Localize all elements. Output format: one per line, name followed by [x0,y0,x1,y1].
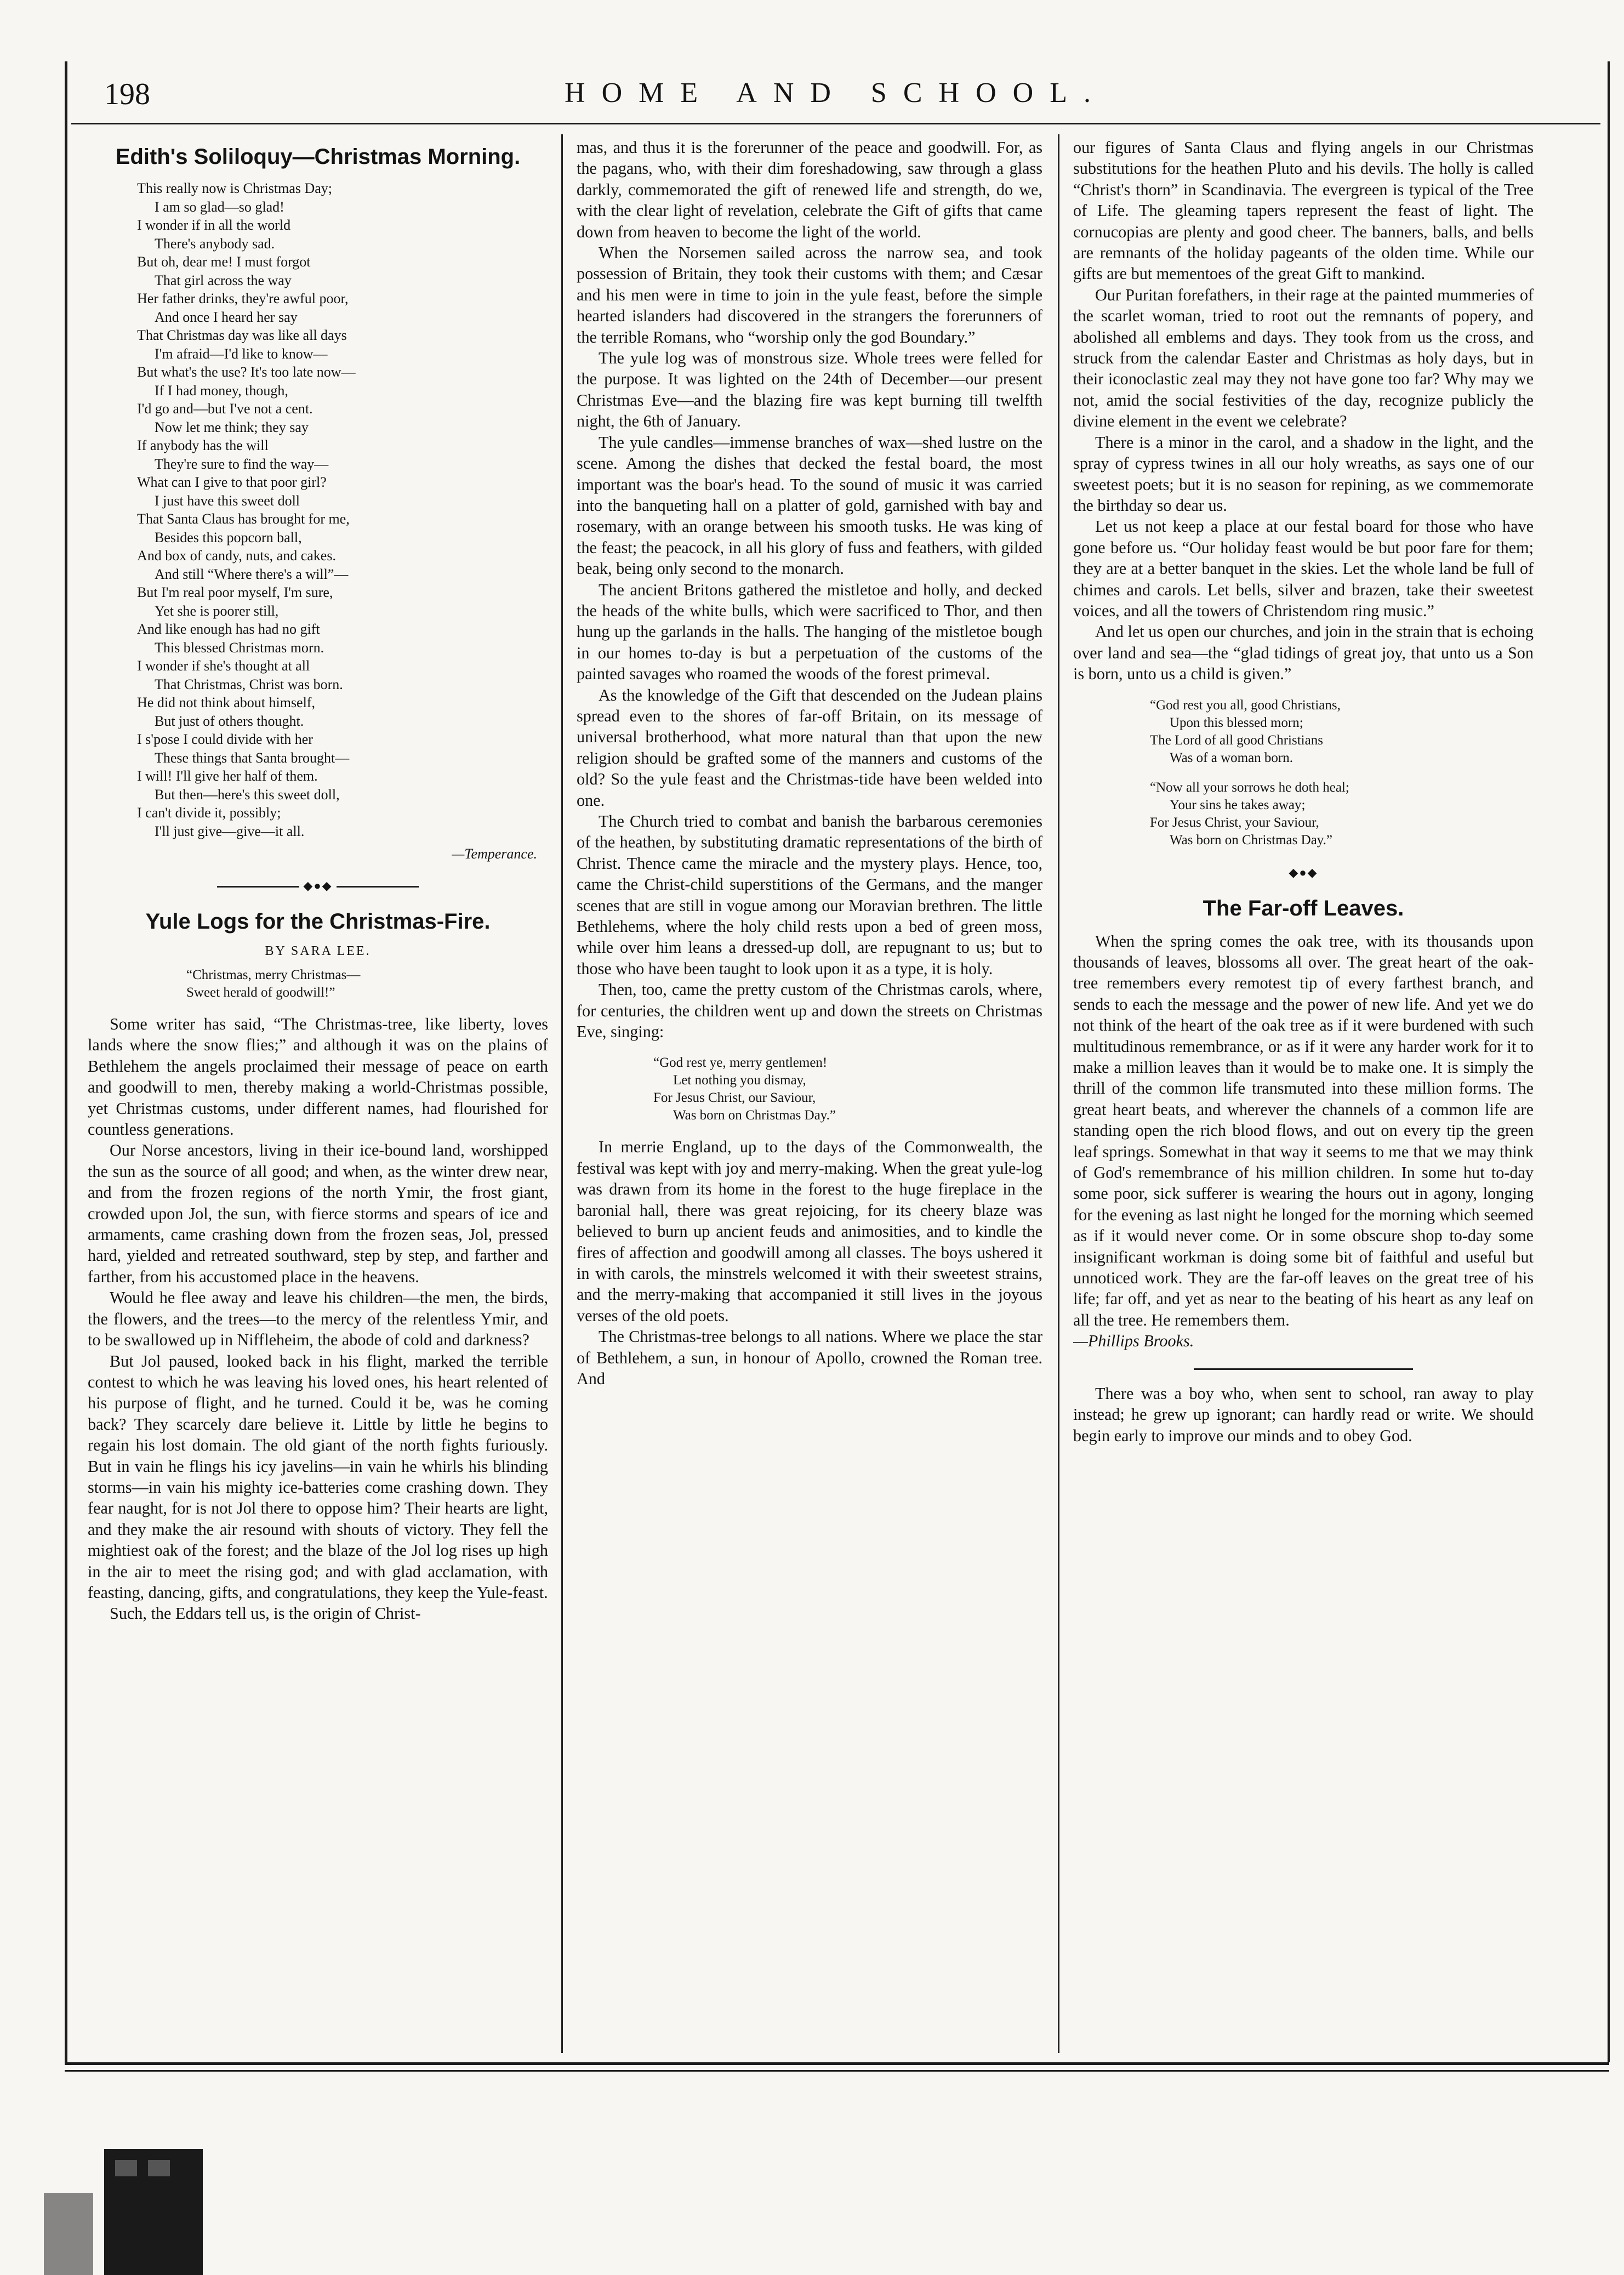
paragraph: mas, and thus it is the forerunner of the peace and goodwill. For, as the pagans, who, with their dim foreshadowing, saw through a glass darkly, commemorated the gift of renewed life and strength, do we, with the clear light of revelation, celebrate the Gift of gifts that came down from heaven to become the light of the world. [577,138,1042,241]
byline: BY SARA LEE. [265,944,371,958]
verse-line: Upon this blessed morn; [1170,715,1303,730]
page-number: 198 [104,77,150,111]
verse-line: I wonder if she's thought at all [137,658,310,674]
verse-line: I can't divide it, possibly; [137,805,281,821]
column-3 [1073,137,1534,2050]
paragraph: Our Puritan forefathers, in their rage at the painted mummeries of the scarlet woman, tried to root out the remnants of popery, and abolished all emblems and days. They took from us the cross, and struck from the calendar Easter and Christmas as holy days, but in their iconoclastic zeal may they not have gone too far? Why may we not, amid the social festivities of the day, recognize publicly the divine element in the event we celebrate? [1073,285,1534,431]
section-rule [1194,1368,1413,1370]
verse-line: This blessed Christmas morn. [155,639,324,656]
verse-line: “God rest ye, merry gentlemen! [653,1055,828,1071]
paragraph: When the Norsemen sailed across the narrow sea, and took possession of Britain, they took their customs with them; and Cæsar and his men were in time to join in the yule feast, before the simple hearted islanders had discovered in the strangers the forerunners of the terrible Romans, who “worship only the god Boundary.” [577,243,1042,346]
verse-line: I am so glad—so glad! [155,198,284,215]
verse-line: And box of candy, nuts, and cakes. [137,548,336,564]
verse-line: If I had money, though, [155,382,288,399]
paragraph: But Jol paused, looked back in his flight, marked the terrible contest to which he was leaving his loved ones, his heart relented of his purpose of flight, and he turned. Could it be, was he coming back? They scarcely dare believe it. Little by little he begins to regain his lost domain. The old giant of the north fights furiously. But in vain he flings his icy javelins—in vain he whirls his blinding storms—in vain his mighty ice-batteries come crashing down. They fear naught, for is not Jol there to oppose him? Their hearts are light, and they make the air resound with shouts of victory. They fell the mightiest oak of the forest; and the blaze of the Jol log rises up high in the air to meet the rising god; and with glad acclamation, with feasting, dancing, gifts, and congratulations, they keep the Yule-feast. [88,1351,548,1602]
verse-line: And still “Where there's a will”— [155,566,349,582]
verse-line: That girl across the way [155,272,292,288]
verse-line: That Santa Claus has brought for me, [137,511,350,527]
verse-line: But what's the use? It's too late now— [137,364,356,380]
verse-line: This really now is Christmas Day; [137,180,333,196]
verse-line: Yet she is poorer still, [155,602,279,619]
article-body-col2-a [577,137,1042,1042]
verse-line: But oh, dear me! I must forgot [137,254,311,270]
leaves-attribution: —Phillips Brooks. [1073,1332,1194,1351]
poem-title: Edith's Soliloquy—Christmas Morning. [115,145,521,169]
verse-line: Now let me think; they say [155,419,309,435]
verse-line: Let nothing you dismay, [673,1073,806,1088]
article-title-far-off-leaves: The Far-off Leaves. [1203,896,1404,920]
paragraph: The Christmas-tree belongs to all nations. Where we place the star of Bethlehem, a sun, in honour of Apollo, crowned the Roman tree. And [577,1327,1042,1388]
verse-line: Her father drinks, they're awful poor, [137,291,349,306]
column-divider-1 [561,134,563,2053]
bottom-rule [65,2062,1609,2065]
verse-line: Your sins he takes away; [1170,797,1306,812]
verse-line: I just have this sweet doll [155,492,300,509]
verse-line: For Jesus Christ, our Saviour, [653,1090,816,1106]
verse-line: These things that Santa brought— [155,749,350,766]
paragraph: The yule candles—immense branches of wax—shed lustre on the scene. Among the dishes that decked the festal board, the most important was the boar's head. To the sound of music it was carried into the banqueting hall on a platter of gold, garnished with bay and rosemary, with an orange between his smooth tusks. He was king of the feast; the peacock, in all his glory of fuss and feathers, with gilded beak, being only second to the monarch. [577,433,1042,578]
paragraph: Such, the Eddars tell us, is the origin of Christ- [110,1604,421,1623]
verse-line: There's anybody sad. [155,235,275,252]
bottom-rule-double [65,2070,1609,2072]
verse-line: They're sure to find the way— [155,456,329,472]
article-body-far-off-leaves [1073,931,1534,1331]
paragraph: The Church tried to combat and banish the barbarous ceremonies of the heathen, by substituting dramatic representations of the birth of Christ. Thence came the miracle and the mystery plays. Hence, too, came the Christ-child superstitions of the Germans, and the manger scenes that are still in vogue among our Moravian brethren. The little Bethlehems, where the holy child rests upon a bed of green moss, while over him leans a dressed-up doll, are repugnant to us; but to those who have been taught to look upon it as a type, it is holy. [577,812,1042,978]
verse-line: That Christmas day was like all days [137,327,347,343]
boy-paragraph: There was a boy who, when sent to school, ran away to play instead; he grew up ignorant; can hardly read or write. We should begin early to improve our minds and to obey God. [1073,1384,1534,1445]
verse-line: What can I give to that poor girl? [137,474,327,490]
verse-line: And like enough has had no gift [137,621,320,637]
verse-line: “God rest you all, good Christians, [1150,697,1341,713]
paragraph: Some writer has said, “The Christmas-tree, like liberty, loves lands where the snow flies;” and although it was on the plains of Bethlehem the angels proclaimed their message of peace on earth and goodwill to men, thereby making a world-Christmas possible, yet Christmas customs, under different names, had flourished for countless generations. [88,1015,548,1139]
section-ornament-2: ◆●◆ [1289,865,1318,879]
verse-line: But just of others thought. [155,713,304,729]
verse-line: For Jesus Christ, your Saviour, [1150,815,1319,830]
section-ornament: ◆●◆ [88,879,548,893]
verse-line: I'd go and—but I've not a cent. [137,401,313,417]
verse-line: I'll just give—give—it all. [155,823,305,839]
verse-line: Sweet herald of goodwill!” [186,985,335,1000]
paragraph: Our Norse ancestors, living in their ice-bound land, worshipped the sun as the source of all good; and when, as the winter drew near, and from the frozen regions of the north Ymir, the frost giant, crowded upon Jol, the sun, with fierce storms and spears of ice and armaments, came crashing down from the frozen seas, Jol, pressed hard, yielded and retreated southward, step by step, and farther and farther, from his accustomed place in the heavens. [88,1141,548,1286]
verse-line: Was of a woman born. [1170,750,1293,765]
verse-line: I wonder if in all the world [137,217,291,233]
verse-line: That Christmas, Christ was born. [155,676,343,692]
verse-line: And once I heard her say [155,309,298,325]
verse-line: Was born on Christmas Day.” [1170,832,1333,848]
paragraph: When the spring comes the oak tree, with its thousands upon thousands of leaves, blossoms all over. The great heart of the oak-tree remembers every remotest tip of every farthest branch, and sends to each the message and the power of new life. And yet we do not think of the heart of the oak tree as if it were burdened with such multitudinous remembrance, or as if it were any harder work for it to make a million leaves than it would be to make one. It is simply the thrill of the common life transmuted into these million forms. The great heart beats, and wherever the channels of a common life are standing open the rich blood flows, and out on every tip the green leaf springs. Somewhat in that way it seems to me that we may think of God's remembrance of his million children. In some hut to-day some poor, sick sufferer is wearing the hours out in agony, longing for the evening as last night he longed for the morning which seemed as if it would never come. Or in some obscure shop to-day some insignificant workman is doing some bit of faithful and useful but unnoticed work. They are the far-off leaves on the great tree of his life; far off, and yet as near to the beating of his heart as any leaf on all the tree. He remembers them. [1073,931,1534,1329]
article-body-col2-b [577,1136,1042,1389]
page-header [71,77,1600,126]
paragraph: Would he flee away and leave his children—the men, the birds, the flowers, and the trees—to the mercy of the relentless Ymir, and to be swallowed up in Niffleheim, the abode of cold and darkness? [88,1288,548,1350]
paragraph: As the knowledge of the Gift that descended on the Judean plains spread even to the shores of far-off Britain, on its message of universal brotherhood, what more natural than that upon the new religion should be grafted some of the manners and customs of the old? So the yule feast and the Christmas-tide have been welded into one. [577,685,1042,810]
poem-attribution: —Temperance. [452,846,537,862]
paragraph: Then, too, came the pretty custom of the Christmas carols, where, for centuries, the children went up and down the streets on Christmas Eve, singing: [577,980,1042,1042]
verse-line: If anybody has the will [137,437,269,453]
paragraph: Let us not keep a place at our festal board for those who have gone before us. “Our holiday feast would be but poor fare for them; they are at a better banquet in the skies. Let the whole land be full of chimes and carols. Let bells, silver and brazen, take their sweetest voices, and all the towers of Christendom ring music.” [1073,517,1534,620]
column-divider-2 [1058,134,1059,2053]
verse-line: I'm afraid—I'd like to know— [155,345,328,362]
paragraph: There is a minor in the carol, and a shadow in the light, and the spray of cypress twines in all our holy wreaths, as says one of our sweetest poets; but it is no season for repining, as we commemorate the birthday so dear us. [1073,433,1534,515]
article-body-col1 [88,1014,548,1624]
verse-line: “Christmas, merry Christmas— [186,968,361,982]
paragraph: And let us open our churches, and join in the strain that is echoing over land and sea—the “glad tidings of great joy, that unto us a Son is born, unto us a child is given.” [1073,622,1534,684]
verse-line: But then—here's this sweet doll, [155,786,340,803]
article-body-col3 [1073,137,1534,685]
verse-line: Besides this popcorn ball, [155,529,302,545]
verse-line: I will! I'll give her half of them. [137,768,318,784]
carol-verse-3 [1150,779,1534,849]
running-title: HOME AND SCHOOL. [565,77,1107,109]
verse-line: The Lord of all good Christians [1150,732,1323,748]
column-1 [88,137,548,2050]
epigraph [186,966,548,1002]
carol-verse-1 [653,1054,1042,1124]
paragraph: our figures of Santa Claus and flying angels in our Christmas substitutions for the heathen Pluto and his devils. The holly is called “Christ's thorn” in Scandinavia. The evergreen is typical of the Tree of Life. The gleaming tapers represent the feast of light. The cornucopias are plenty and good cheer. The banners, balls, and bells are remnants of the holiday pageants of the olden time. While our gifts are but mementoes of the great Gift to mankind. [1073,138,1534,283]
article-title-yule-logs: Yule Logs for the Christmas-Fire. [145,909,491,934]
paragraph: The yule log was of monstrous size. Whole trees were felled for the purpose. It was lighted on the 24th of December—our present Christmas Eve—and the blazing fire was kept burning till twelfth night, the 6th of January. [577,349,1042,431]
poem-edith [137,179,548,840]
column-2 [577,137,1042,2050]
paragraph: The ancient Britons gathered the mistletoe and holly, and decked the heads of the white bulls, which were sacrificed to Thor, and then hung up the garlands in the halls. The hanging of the mistletoe bough in our homes to-day is but a perpetuation of the customs of the painted savages who roamed the woods of the forest primeval. [577,580,1042,684]
header-rule [71,123,1600,124]
verse-line: “Now all your sorrows he doth heal; [1150,780,1349,795]
verse-line: He did not think about himself, [137,695,315,710]
paragraph: In merrie England, up to the days of the Commonwealth, the festival was kept with joy and merry-making. When the great yule-log was drawn from its home in the forest to the huge fireplace in the baronial hall, there was great rejoicing, for its cheery blaze was believed to burn up ancient feuds and animosities, and to kindle the fires of affection and goodwill among all classes. The boys ushered it in with carols, the minstrels welcomed it with their sweetest strains, and the merry-making that accompanied it still lives in the joyous verses of the old poets. [577,1138,1042,1325]
carol-verse-2 [1150,697,1534,767]
verse-line: I s'pose I could divide with her [137,731,313,747]
verse-line: Was born on Christmas Day.” [673,1108,836,1123]
verse-line: But I'm real poor myself, I'm sure, [137,584,333,600]
scan-artifact [22,2111,241,2275]
